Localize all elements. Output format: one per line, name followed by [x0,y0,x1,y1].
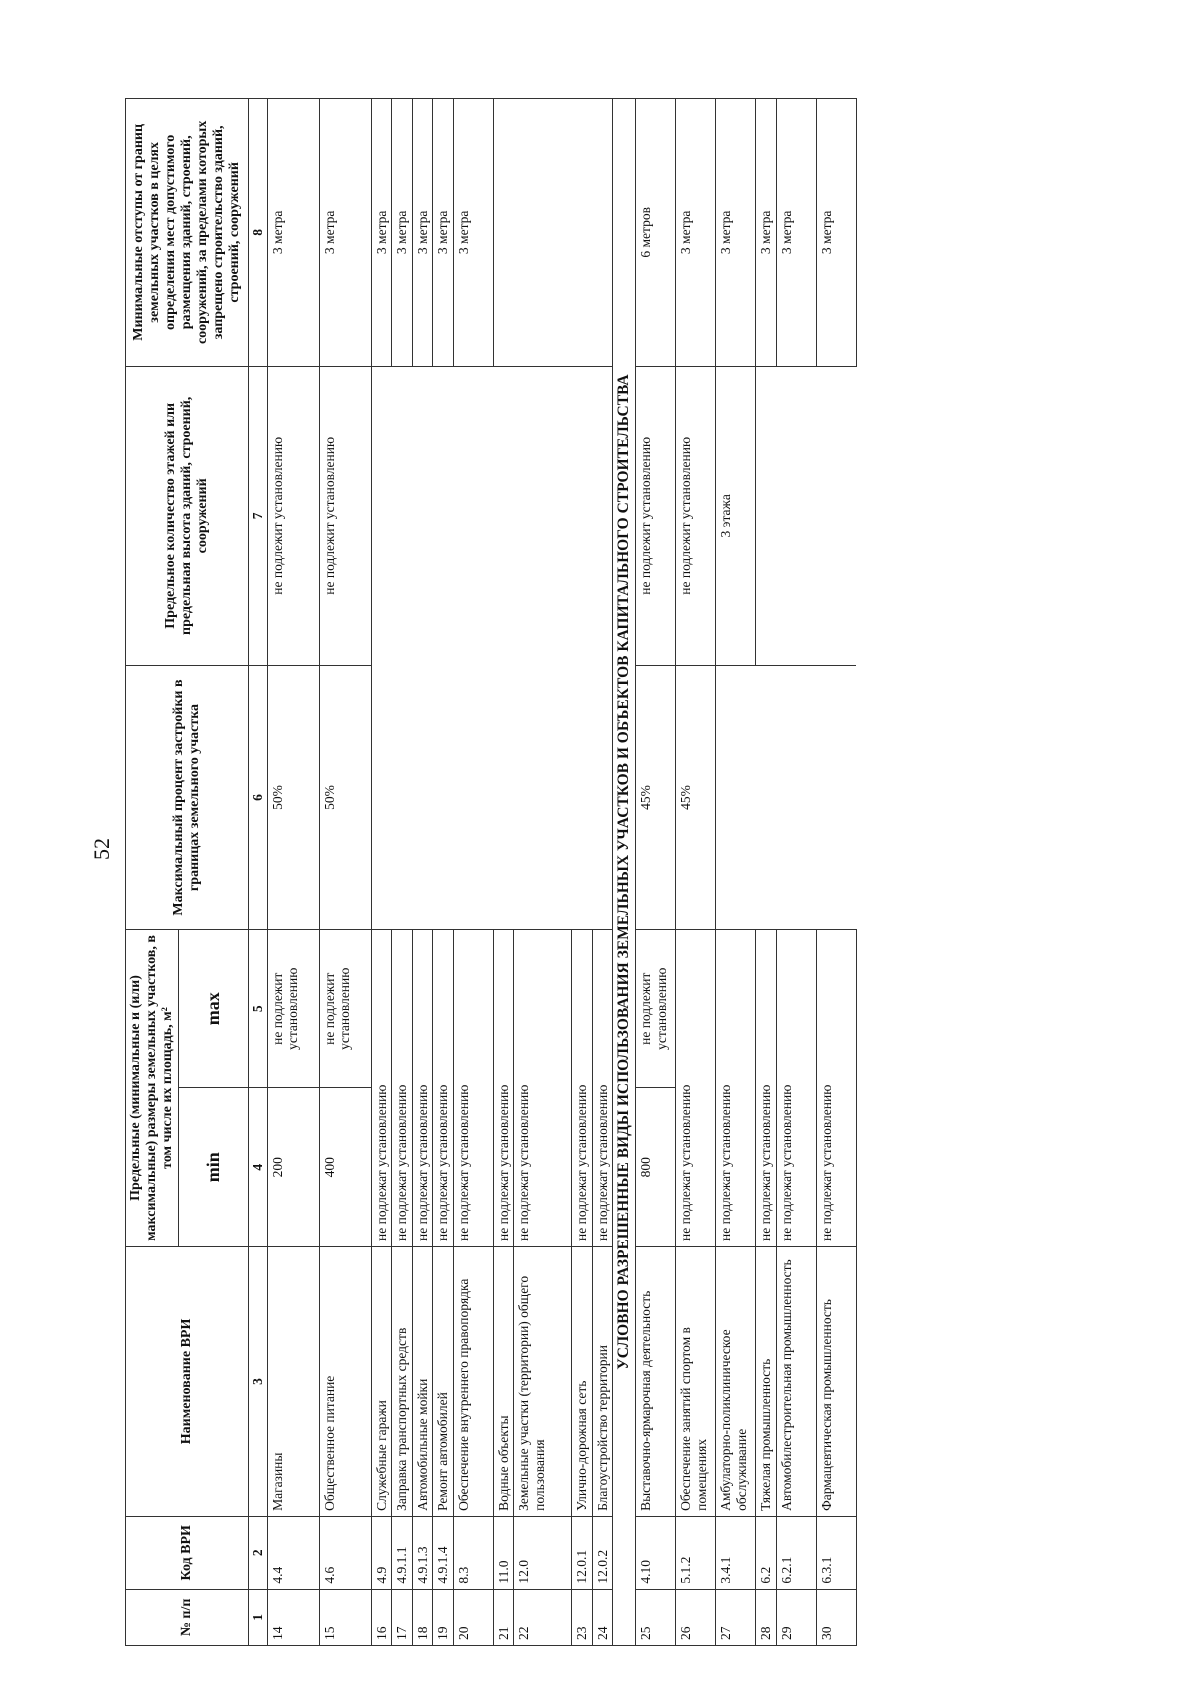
cell-code: 6.3.1 [816,1516,856,1589]
index-cell: 1 [249,1589,268,1645]
cell-name: Служебные гаражи [371,1246,392,1516]
cell-setback: 3 метра [756,99,777,367]
cell-code: 5.1.2 [676,1516,716,1589]
cell-name: Ремонт автомобилей [433,1246,454,1516]
cell-code: 4.4 [267,1516,319,1589]
cell-minmax: не подлежат установлению [453,930,493,1247]
table-row [371,99,392,1646]
header-floors: Предельное количество этажей или предельная высота зданий, строений, сооружений [126,366,249,665]
cell-code: 12.0.1 [572,1516,593,1589]
cell-name: Магазины [267,1246,319,1516]
cell-code: 4.9.1.4 [433,1516,454,1589]
cell-num: 19 [433,1589,454,1645]
cell-empty [716,665,857,929]
index-cell: 3 [249,1246,268,1516]
cell-minmax: не подлежат установлению [572,930,593,1247]
cell-floors: не подлежит установлению [319,366,371,665]
cell-num: 22 [514,1589,572,1645]
cell-max: не подлежит установлению [267,930,319,1088]
cell-name: Улично-дорожная сеть [572,1246,593,1516]
cell-name: Автомобилестроительная промышленность [776,1246,816,1516]
section-row [613,99,636,1646]
cell-minmax: не подлежат установлению [433,930,454,1247]
cell-num: 28 [756,1589,777,1645]
cell-name: Тяжелая промышленность [756,1246,777,1516]
cell-percent: 50% [319,665,371,929]
cell-minmax: не подлежат установлению [412,930,433,1247]
cell-minmax: не подлежат установлению [592,930,613,1247]
cell-code: 12.0.2 [592,1516,613,1589]
cell-empty [371,366,613,929]
cell-num: 18 [412,1589,433,1645]
cell-num: 16 [371,1589,392,1645]
cell-name: Амбулаторно-поликлиническое обслуживание [716,1246,756,1516]
index-cell: 7 [249,366,268,665]
cell-num: 17 [392,1589,413,1645]
cell-empty [493,99,613,367]
cell-code: 11.0 [493,1516,514,1589]
cell-minmax: не подлежат установлению [756,930,777,1247]
cell-floors: не подлежит установлению [267,366,319,665]
cell-name: Обеспечение внутреннего правопорядка [453,1246,493,1516]
zoning-table [125,98,857,1646]
cell-name: Выставочно-ярмарочная деятельность [636,1246,676,1516]
cell-num: 20 [453,1589,493,1645]
cell-num: 26 [676,1589,716,1645]
cell-setback: 3 метра [371,99,392,367]
cell-minmax: не подлежат установлению [716,930,756,1247]
header-num: № п/п [126,1589,249,1645]
page-number: 52 [89,838,114,860]
index-cell: 8 [249,99,268,367]
cell-code: 4.10 [636,1516,676,1589]
cell-minmax: не подлежат установлению [371,930,392,1247]
cell-minmax: не подлежат установлению [676,930,716,1247]
cell-code: 8.3 [453,1516,493,1589]
cell-setback: 3 метра [453,99,493,367]
cell-setback: 3 метра [716,99,756,367]
cell-percent: 45% [676,665,716,929]
table-row [636,99,676,1646]
header-max: max [179,930,249,1088]
cell-num: 15 [319,1589,371,1645]
cell-max: не подлежит установлению [636,930,676,1088]
cell-setback: 6 метров [636,99,676,367]
cell-empty [756,366,857,665]
table-row [267,99,319,1646]
cell-name: Заправка транспортных средств [392,1246,413,1516]
cell-name: Общественное питание [319,1246,371,1516]
header-min: min [179,1088,249,1246]
cell-name: Автомобильные мойки [412,1246,433,1516]
cell-setback: 3 метра [776,99,816,367]
index-cell: 2 [249,1516,268,1589]
index-cell: 5 [249,930,268,1088]
cell-name: Водные объекты [493,1246,514,1516]
cell-setback: 3 метра [412,99,433,367]
cell-code: 4.9 [371,1516,392,1589]
cell-num: 24 [592,1589,613,1645]
header-percent: Максимальный процент застройки в границах земельного участка [126,665,249,929]
cell-floors: не подлежит установлению [636,366,676,665]
header-setback: Минимальные отступы от границ земельных участков в целях определения мест допустимого размещения зданий, строений, сооружений, за пределами которых запрещено строительство зданий, строений, сооружений [126,99,249,367]
cell-num: 21 [493,1589,514,1645]
cell-setback: 3 метра [433,99,454,367]
cell-min: 400 [319,1088,371,1246]
cell-floors: 3 этажа [716,366,756,665]
cell-num: 27 [716,1589,756,1645]
cell-name: Земельные участки (территории) общего пользования [514,1246,572,1516]
cell-percent: 50% [267,665,319,929]
cell-percent: 45% [636,665,676,929]
cell-code: 6.2.1 [776,1516,816,1589]
index-row [249,99,268,1646]
cell-code: 12.0 [514,1516,572,1589]
cell-code: 4.6 [319,1516,371,1589]
cell-setback: 3 метра [267,99,319,367]
cell-minmax: не подлежат установлению [776,930,816,1247]
cell-code: 6.2 [756,1516,777,1589]
cell-code: 4.9.1.3 [412,1516,433,1589]
cell-code: 3.4.1 [716,1516,756,1589]
table-row [716,99,756,1646]
cell-minmax: не подлежат установлению [493,930,514,1247]
cell-setback: 3 метра [816,99,856,367]
header-size: Предельные (минимальные и (или) максимальные) размеры земельных участков, в том числе их площадь, м² [126,930,179,1247]
cell-setback: 3 метра [392,99,413,367]
cell-setback: 3 метра [676,99,716,367]
cell-minmax: не подлежат установлению [816,930,856,1247]
cell-setback: 3 метра [319,99,371,367]
cell-name: Фармацевтическая промышленность [816,1246,856,1516]
cell-num: 14 [267,1589,319,1645]
header-code: Код ВРИ [126,1516,249,1589]
index-cell: 4 [249,1088,268,1246]
cell-num: 29 [776,1589,816,1645]
cell-name: Благоустройство территории [592,1246,613,1516]
cell-min: 200 [267,1088,319,1246]
cell-num: 25 [636,1589,676,1645]
rotated-table-container [125,98,1083,1646]
table-row [676,99,716,1646]
cell-minmax: не подлежат установлению [392,930,413,1247]
cell-code: 4.9.1.1 [392,1516,413,1589]
cell-min: 800 [636,1088,676,1246]
cell-name: Обеспечение занятий спортом в помещениях [676,1246,716,1516]
cell-num: 23 [572,1589,593,1645]
header-name: Наименование ВРИ [126,1246,249,1516]
section-title: УСЛОВНО РАЗРЕШЕННЫЕ ВИДЫ ИСПОЛЬЗОВАНИЯ ЗЕМЕЛЬНЫХ УЧАСТКОВ И ОБЪЕКТОВ КАПИТАЛЬНОГО СТРОИТЕЛЬСТВА [613,99,636,1646]
cell-minmax: не подлежат установлению [514,930,572,1247]
cell-num: 30 [816,1589,856,1645]
cell-floors: не подлежит установлению [676,366,716,665]
table-row [319,99,371,1646]
cell-max: не подлежит установлению [319,930,371,1088]
index-cell: 6 [249,665,268,929]
